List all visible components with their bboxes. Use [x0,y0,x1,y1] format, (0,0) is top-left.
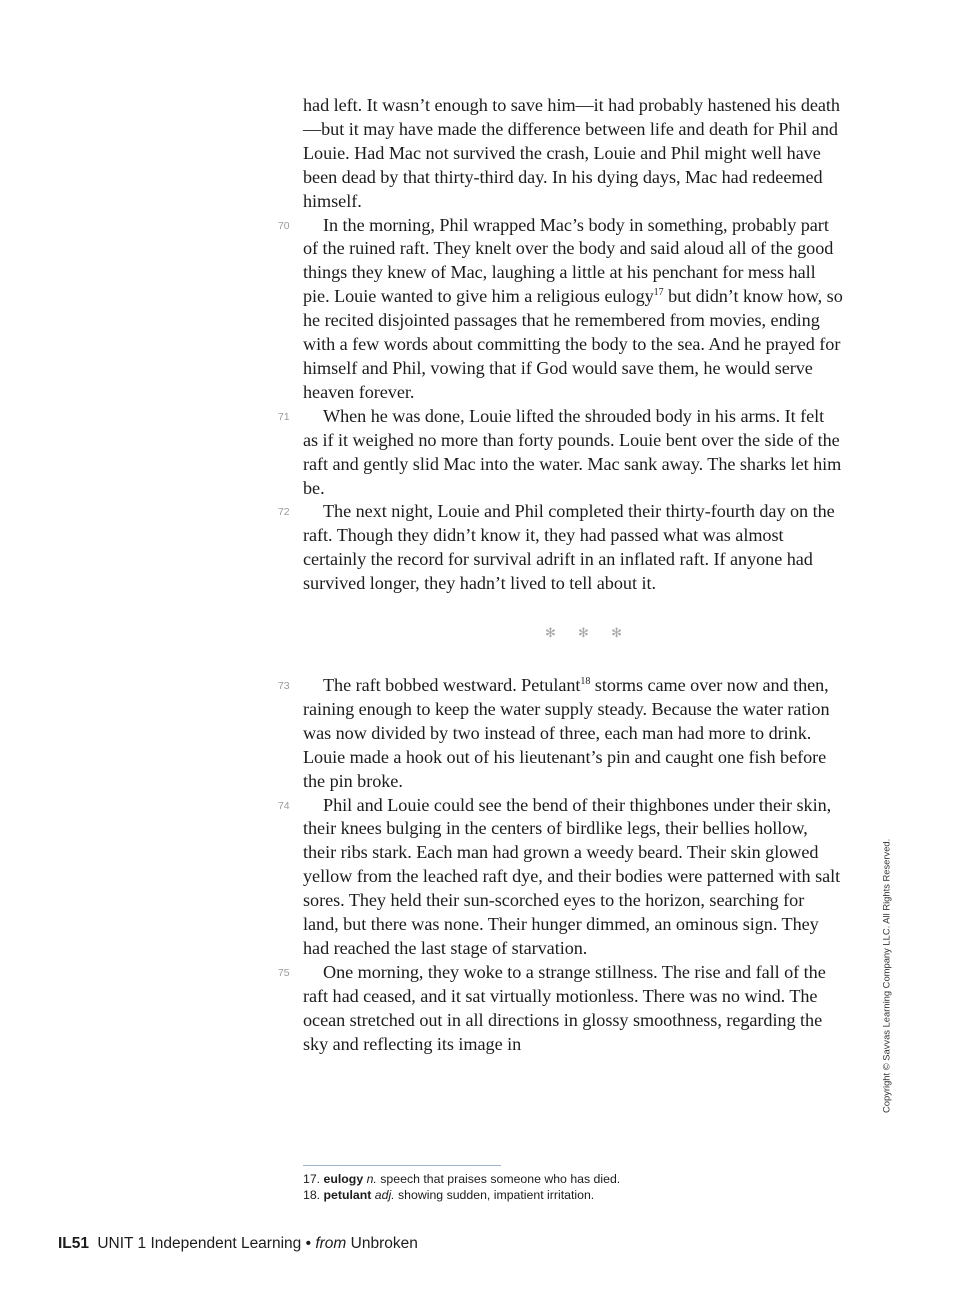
footnote-definition: speech that praises someone who has died. [380,1172,621,1186]
paragraph-72 [278,500,843,596]
footnote-number: 18. [303,1188,321,1202]
paragraph-73 [278,674,843,794]
paragraph-69-continued [303,94,843,214]
from-label: from [315,1235,347,1252]
footnote-definition: showing sudden, impatient irritation. [398,1188,595,1202]
footnote-part-of-speech: adj. [374,1188,395,1202]
reading-passage [278,94,843,1057]
paragraph-number: 70 [278,219,290,232]
page-number: IL51 [58,1235,90,1252]
footnote-ref-18: 18 [580,676,591,688]
footnote-18 [303,1187,620,1203]
paragraph-text: had left. It wasn’t enough to save him—it had probably hastened his death—but it may have made the difference between life and death for Phil and Louie. Had Mac not survived the crash, Louie and Phil might well have been dead by that thirty-third day. In his dying days, Mac had redeemed himself. [303,95,840,211]
footnote-17 [303,1171,620,1187]
paragraph-71 [278,405,843,501]
footnote-part-of-speech: n. [366,1172,377,1186]
copyright-notice: Copyright © Savvas Learning Company LLC. All Rights Reserved. [880,838,892,1113]
section-break-asterisks: ✻ ✻ ✻ [545,626,631,642]
paragraph-text: but didn’t know how, so he recited disjointed passages that he remembered from movies, ending with a few words about committing the body to the sea. And he prayed for himself and Phil, vowing that if God would save them, he would serve heaven forever. [303,286,843,402]
paragraph-70 [278,214,843,405]
footnotes [303,1171,620,1203]
paragraph-text: Phil and Louie could see the bend of their thighbones under their skin, their knees bulging in the centers of birdlike legs, their bellies hollow, their ribs stark. Each man had grown a weedy beard. Their skin glowed yellow from the leached raft dye, and their bodies were patterned with salt sores. They held their sun-scorched eyes to the horizon, searching for land, but there was none. Their hunger dimmed, an ominous sign. They had reached the last stage of starvation. [303,794,841,958]
paragraph-number: 74 [278,799,290,812]
paragraph-text: When he was done, Louie lifted the shrouded body in his arms. It felt as if it weighed no more than forty pounds. Louie bent over the side of the raft and gently slid Mac into the water. Mac sank away. The sharks let him be. [303,405,842,498]
footnote-number: 17. [303,1172,321,1186]
paragraph-number: 73 [278,680,290,693]
paragraph-75 [278,961,843,1057]
footnote-term: eulogy [323,1172,364,1186]
paragraph-74 [278,794,843,961]
paragraph-number: 71 [278,410,290,423]
paragraph-number: 72 [278,506,290,519]
unit-label: UNIT 1 Independent Learning • [97,1235,312,1252]
paragraph-text: storms came over now and then, raining enough to keep the water supply steady. Because the water ration was now divided by two instead of three, each man had more to drink. Louie made a hook out of his lieutenant’s pin and caught one fish before the pin broke. [303,675,830,791]
footnote-term: petulant [323,1188,372,1202]
footnote-ref-17: 17 [653,287,664,299]
paragraph-number: 75 [278,966,290,979]
paragraph-text: One morning, they woke to a strange stillness. The rise and fall of the raft had ceased, and it sat virtually motionless. There was no wind. The ocean stretched out in all directions in glossy smoothness, regarding the sky and reflecting its image in [303,961,826,1054]
selection-title: Unbroken [350,1235,418,1252]
paragraph-text: In the morning, Phil wrapped Mac’s body in something, probably part of the ruined raft. They knelt over the body and said aloud all of the good things they knew of Mac, laughing a little at his penchant for mess hall pie. Louie wanted to give him a religious eulogy [303,214,834,307]
paragraph-text: The raft bobbed westward. Petulant [323,675,581,696]
paragraph-text: The next night, Louie and Phil completed their thirty-fourth day on the raft. Though they didn’t know it, they had passed what was almost certainly the record for survival adrift in an inflated raft. If anyone had survived longer, they hadn’t lived to tell about it. [303,501,835,594]
footnote-divider [303,1165,501,1166]
page-footer [58,1235,418,1253]
